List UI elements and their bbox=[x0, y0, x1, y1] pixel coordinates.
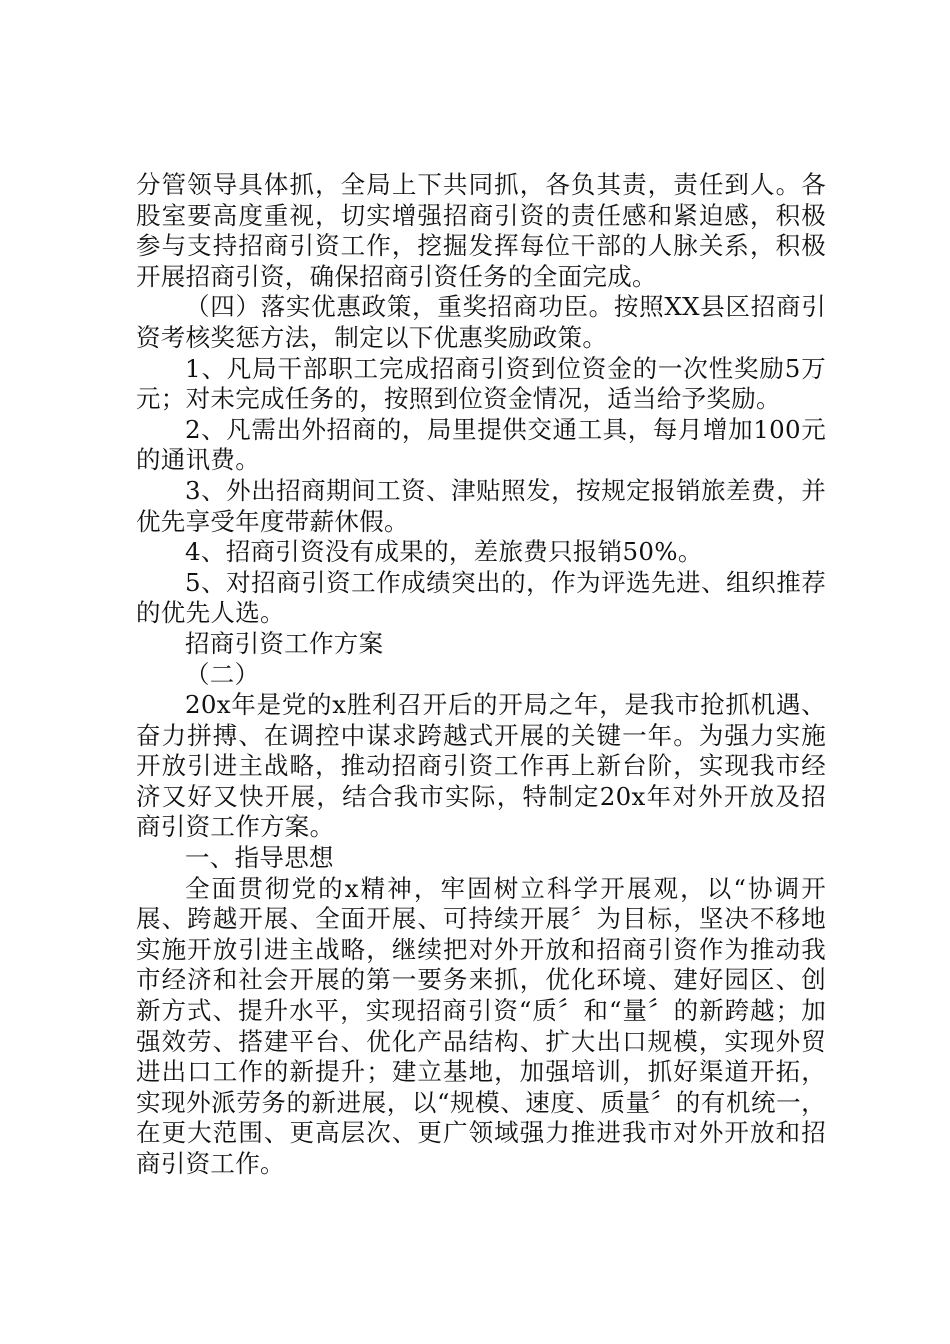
paragraph-reward-2: 2、凡需出外招商的，局里提供交通工具，每月增加100元的通讯费。 bbox=[136, 414, 826, 475]
paragraph-introduction: 20x年是党的x胜利召开后的开局之年，是我市抢抓机遇、奋力拼搏、在调控中谋求跨越式开展的关键一年。为强力实施开放引进主战略，推动招商引资工作再上新台阶，实现我市经济又好又快开展，结合我市实际，特制定20x年对外开放及招商引资工作方案。 bbox=[136, 690, 826, 842]
document-subtitle: （二） bbox=[185, 659, 260, 689]
paragraph-guiding-thought: 全面贯彻党的x精神，牢固树立科学开展观，以“协调开展、跨越开展、全面开展、可持续开展〞为目标，坚决不移地实施开放引进主战略，继续把对外开放和招商引资作为推动我市经济和社会开展的第一要务来抓，优化环境、建好园区、创新方式、提升水平，实现招商引资“质〞和“量〞的新跨越；加强效劳、搭建平台、优化产品结构、扩大出口规模，实现外贸进出口工作的新提升；建立基地，加强培训，抓好渠道开拓，实现外派劳务的新进展，以“规模、速度、质量〞的有机统一，在更大范围、更高层次、更广领域强力推进我市对外开放和招商引资工作。 bbox=[136, 873, 826, 1178]
document-body bbox=[136, 170, 826, 1180]
paragraph-reward-5: 5、对招商引资工作成绩突出的，作为评选先进、组织推荐的优先人选。 bbox=[136, 567, 826, 628]
paragraph-reward-3: 3、外出招商期间工资、津贴照发，按规定报销旅差费，并优先享受年度带薪休假。 bbox=[136, 475, 826, 536]
paragraph-reward-1: 1、凡局干部职工完成招商引资到位资金的一次性奖励5万元；对未完成任务的，按照到位资金情况，适当给予奖励。 bbox=[136, 353, 826, 414]
paragraph-reward-4: 4、招商引资没有成果的，差旅费只报销50%。 bbox=[185, 537, 703, 567]
paragraph-responsibility: 分管领导具体抓，全局上下共同抓，各负其责，责任到人。各股室要高度重视，切实增强招商引资的责任感和紧迫感，积极参与支持招商引资工作，挖掘发挥每位干部的人脉关系，积极开展招商引资，确保招商引资任务的全面完成。 bbox=[136, 170, 826, 291]
section-heading-guiding-thought: 一、指导思想 bbox=[185, 843, 334, 873]
document-title: 招商引资工作方案 bbox=[185, 628, 384, 658]
paragraph-section-four-heading: （四）落实优惠政策，重奖招商功臣。按照XX县区招商引资考核奖惩方法，制定以下优惠奖励政策。 bbox=[136, 292, 826, 352]
